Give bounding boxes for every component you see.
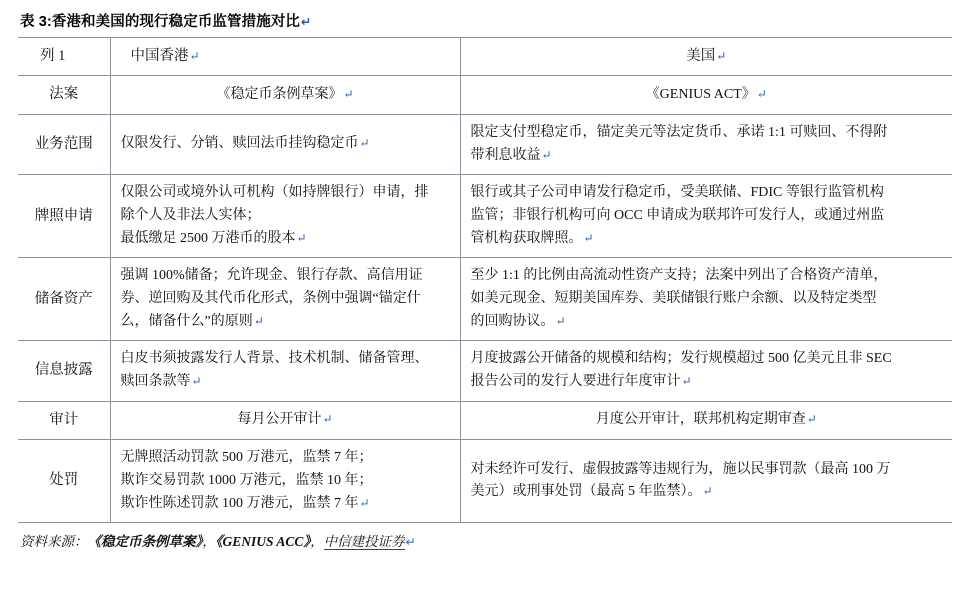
cell-line (471, 288, 943, 311)
cell-text: 欺诈交易罚款 1000 万港元，监禁 10 年； (120, 472, 373, 488)
paragraph-mark-icon: ↵ (716, 49, 727, 63)
cell-line (121, 409, 450, 432)
cell-hk-audit (110, 401, 460, 439)
cell-line (471, 182, 943, 205)
cell-text: 对未经许可发行、虚假披露等违规行为，施以民事罚款（最高 100 万 (470, 461, 891, 477)
paragraph-mark-icon: ↵ (555, 313, 566, 328)
cell-line (121, 182, 450, 205)
row-label-text: 审计 (49, 411, 79, 428)
cell-text: 《稳定币条例草案》 (216, 86, 343, 102)
header-cell-label (18, 38, 110, 76)
paragraph-mark-icon: ↵ (191, 374, 202, 389)
paragraph-mark-icon: ↵ (322, 412, 333, 427)
paragraph-mark-icon: ↵ (359, 136, 370, 151)
row-label-disclosure (18, 341, 110, 401)
cell-text: 如美元现金、短期美国库券、美联储银行账户余额、以及特定类型 (470, 291, 877, 306)
cell-line (471, 145, 943, 168)
header-hongkong-text: 中国香港 (130, 48, 189, 64)
source-publisher: 中信建投证券 (323, 534, 405, 550)
paragraph-mark-icon: ↵ (296, 230, 307, 245)
row-label-text: 法案 (49, 86, 79, 103)
paragraph-mark-icon: ↵ (756, 86, 767, 101)
cell-line (121, 205, 450, 228)
cell-line (471, 265, 943, 288)
source-reference-1: 《稳定币条例草案》 (87, 534, 203, 550)
row-label-business-scope (18, 114, 110, 174)
table-row (18, 76, 952, 114)
paragraph-mark-icon: ↵ (806, 412, 817, 427)
paragraph-mark-icon: ↵ (253, 313, 264, 328)
cell-line (471, 459, 943, 482)
cell-hk-act (110, 76, 460, 114)
table-body (18, 38, 952, 523)
cell-line (471, 481, 943, 504)
cell-text: 报告公司的发行人要进行年度审计 (470, 374, 681, 390)
cell-us-license (460, 175, 952, 258)
row-label-act (18, 76, 110, 114)
row-label-text: 信息披露 (34, 362, 93, 379)
row-label-license (18, 175, 110, 258)
cell-line (121, 371, 450, 394)
row-label-text: 储备资产 (34, 290, 93, 307)
table-header-row (18, 38, 952, 76)
comparison-table (18, 37, 952, 523)
cell-text: 无牌照活动罚款 500 万港元，监禁 7 年； (120, 450, 373, 466)
paragraph-mark-icon: ↵ (405, 535, 416, 550)
cell-hk-business-scope (110, 114, 460, 174)
cell-hk-disclosure (110, 341, 460, 401)
paragraph-mark-icon: ↵ (343, 86, 354, 101)
cell-us-penalty (460, 440, 952, 523)
cell-us-business-scope (460, 114, 952, 174)
cell-text: 赎回条款等 (120, 374, 191, 390)
cell-text: 白皮书须披露发行人背景、技术机制、储备管理、 (120, 351, 429, 367)
paragraph-mark-icon: ↵ (583, 230, 594, 245)
source-prefix: 资料来源： (20, 534, 88, 550)
source-separator: ， (202, 534, 216, 550)
cell-text: 《GENIUS ACT》 (645, 86, 756, 102)
paragraph-mark-icon: ↵ (681, 374, 692, 389)
cell-text: 强调 100%储备；允许现金、银行存款、高信用证 (120, 268, 423, 284)
cell-text: 仅限发行、分销、赎回法币挂钩稳定币 (120, 136, 359, 152)
cell-text: 监管；非银行机构可向 OCC 申请成为联邦许可发行人，或通过州监 (470, 207, 885, 223)
table-row (18, 341, 952, 401)
paragraph-mark-icon: ↵ (359, 495, 370, 510)
paragraph-mark-icon: ↵ (301, 15, 312, 29)
cell-text: 月度披露公开储备的规模和结构；发行规模超过 500 亿美元且非 SEC (470, 351, 892, 367)
cell-us-act (460, 76, 952, 114)
cell-line (121, 447, 450, 470)
source-reference-2: 《GENIUS ACC》 (215, 534, 311, 550)
cell-line (471, 122, 943, 145)
header-cell-us (460, 38, 952, 76)
cell-hk-penalty (110, 440, 460, 523)
cell-text: 限定支付型稳定币，锚定美元等法定货币、承诺 1:1 可赎回、不得附 (470, 124, 888, 140)
cell-text: 的回购协议。 (470, 313, 555, 329)
cell-line (121, 265, 450, 288)
row-label-text: 业务范围 (34, 135, 93, 152)
cell-text: 最低缴足 2500 万港币的股本 (120, 230, 296, 246)
cell-text: 除个人及非法人实体； (120, 207, 261, 223)
cell-text: 么，储备什么”的原则 (120, 313, 253, 329)
cell-line (471, 409, 943, 432)
cell-us-audit (460, 401, 952, 439)
cell-line (121, 133, 450, 156)
cell-us-reserve-assets (460, 258, 952, 341)
cell-line (471, 348, 943, 371)
source-note (18, 523, 952, 550)
table-row (18, 401, 952, 439)
table-row (18, 114, 952, 174)
header-label-text: 列 1 (40, 48, 66, 64)
table-row (18, 258, 952, 341)
table-row (18, 440, 952, 523)
cell-line (121, 311, 450, 334)
cell-line (471, 205, 943, 228)
cell-text: 欺诈性陈述罚款 100 万港元，监禁 7 年 (120, 495, 359, 511)
cell-text: 银行或其子公司申请发行稳定币，受美联储、FDIC 等银行监管机构 (470, 185, 884, 201)
cell-line (471, 84, 943, 107)
cell-text: 每月公开审计 (237, 412, 322, 428)
cell-line (121, 493, 450, 516)
source-separator: ， (310, 534, 324, 550)
cell-line (121, 348, 450, 371)
header-us-text: 美国 (686, 48, 716, 64)
cell-line (121, 470, 450, 493)
cell-line (121, 288, 450, 311)
cell-us-disclosure (460, 341, 952, 401)
row-label-audit (18, 401, 110, 439)
cell-hk-license (110, 175, 460, 258)
cell-text: 券、逆回购及其代币化形式，条例中强调“锚定什 (120, 291, 421, 306)
cell-text: 至少 1:1 的比例由高流动性资产支持；法案中列出了合格资产清单， (470, 268, 888, 284)
paragraph-mark-icon: ↵ (189, 49, 200, 63)
cell-line (121, 228, 450, 251)
row-label-penalty (18, 440, 110, 523)
cell-hk-reserve-assets (110, 258, 460, 341)
table-caption-text: 表 3:香港和美国的现行稳定币监管措施对比 (20, 14, 301, 30)
table-row (18, 175, 952, 258)
cell-line (471, 371, 943, 394)
cell-text: 月度公开审计，联邦机构定期审查 (595, 412, 806, 428)
cell-text: 带利息收益 (470, 147, 541, 163)
paragraph-mark-icon: ↵ (541, 147, 552, 162)
cell-line (471, 311, 943, 334)
cell-text: 仅限公司或境外认可机构（如持牌银行）申请，排 (120, 185, 429, 201)
cell-line (121, 84, 450, 107)
cell-line (471, 228, 943, 251)
cell-text: 美元）或刑事处罚（最高 5 年监禁）。 (470, 484, 702, 500)
row-label-text: 处罚 (49, 472, 79, 489)
row-label-text: 牌照申请 (34, 207, 93, 224)
row-label-reserve-assets (18, 258, 110, 341)
paragraph-mark-icon: ↵ (702, 484, 713, 499)
header-cell-hongkong (110, 38, 460, 76)
cell-text: 管机构获取牌照。 (470, 230, 583, 246)
table-caption (18, 8, 952, 37)
